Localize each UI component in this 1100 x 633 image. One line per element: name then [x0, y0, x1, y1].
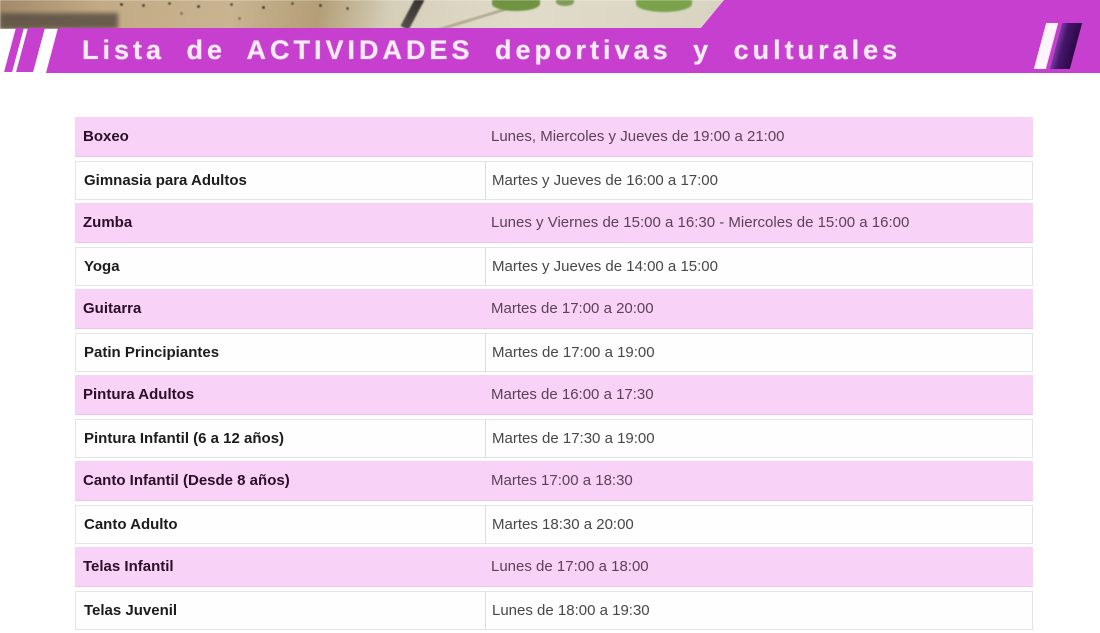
flyer-header [0, 0, 1100, 74]
activity-name-cell: Gimnasia para Adultos [75, 161, 485, 200]
activity-row [75, 333, 1033, 372]
photo-debris [120, 3, 123, 6]
activity-row [75, 161, 1033, 200]
photo-pole [401, 0, 425, 29]
activity-schedule-cell: Martes de 17:00 a 20:00 [491, 300, 654, 317]
activity-name-cell: Yoga [75, 247, 485, 286]
photo-grass-tuft [636, 0, 692, 12]
activity-schedule-cell: Martes de 17:30 a 19:00 [485, 419, 1033, 458]
activity-name-cell: Pintura Adultos [83, 386, 195, 403]
photo-grass-tuft [556, 0, 574, 6]
activity-row [75, 289, 1033, 329]
activity-name-cell: Boxeo [83, 128, 129, 145]
activity-name-cell: Canto Infantil (Desde 8 años) [83, 472, 290, 489]
activity-schedule-cell: Martes y Jueves de 14:00 a 15:00 [485, 247, 1033, 286]
activity-row [75, 203, 1033, 243]
activity-row [75, 375, 1033, 415]
activity-row [75, 505, 1033, 544]
activity-name-cell: Zumba [83, 214, 133, 231]
activity-schedule-cell: Martes de 16:00 a 17:30 [491, 386, 654, 403]
activity-row [75, 461, 1033, 501]
activity-name-cell: Pintura Infantil (6 a 12 años) [75, 419, 485, 458]
activity-schedule-cell: Lunes de 17:00 a 18:00 [491, 558, 649, 575]
activity-schedule-cell: Martes y Jueves de 16:00 a 17:00 [485, 161, 1033, 200]
activity-row [75, 419, 1033, 458]
activity-schedule-cell: Lunes, Miercoles y Jueves de 19:00 a 21:00 [491, 128, 785, 145]
activity-row [75, 247, 1033, 286]
page-title: Lista de ACTIVIDADES deportivas y culturales [82, 35, 902, 65]
activity-name-cell: Patin Principiantes [75, 333, 485, 372]
activity-name-cell: Telas Juvenil [75, 591, 485, 630]
activity-row [75, 117, 1033, 157]
activity-name-cell: Guitarra [83, 300, 142, 317]
activity-schedule-cell: Martes 17:00 a 18:30 [491, 472, 633, 489]
activity-schedule-cell: Lunes de 18:00 a 19:30 [485, 591, 1033, 630]
activity-schedule-cell: Lunes y Viernes de 15:00 a 16:30 - Miercoles de 15:00 a 16:00 [491, 214, 910, 231]
photo-shadow [0, 13, 118, 29]
outdoor-photo-strip [0, 0, 724, 29]
activity-name-cell: Telas Infantil [83, 558, 174, 575]
activity-name-cell: Canto Adulto [75, 505, 485, 544]
activities-table [75, 117, 1033, 633]
activity-schedule-cell: Martes 18:30 a 20:00 [485, 505, 1033, 544]
activity-schedule-cell: Martes de 17:00 a 19:00 [485, 333, 1033, 372]
banner-top-right-fill [690, 0, 1100, 29]
activity-row [75, 547, 1033, 587]
activity-row [75, 591, 1033, 630]
